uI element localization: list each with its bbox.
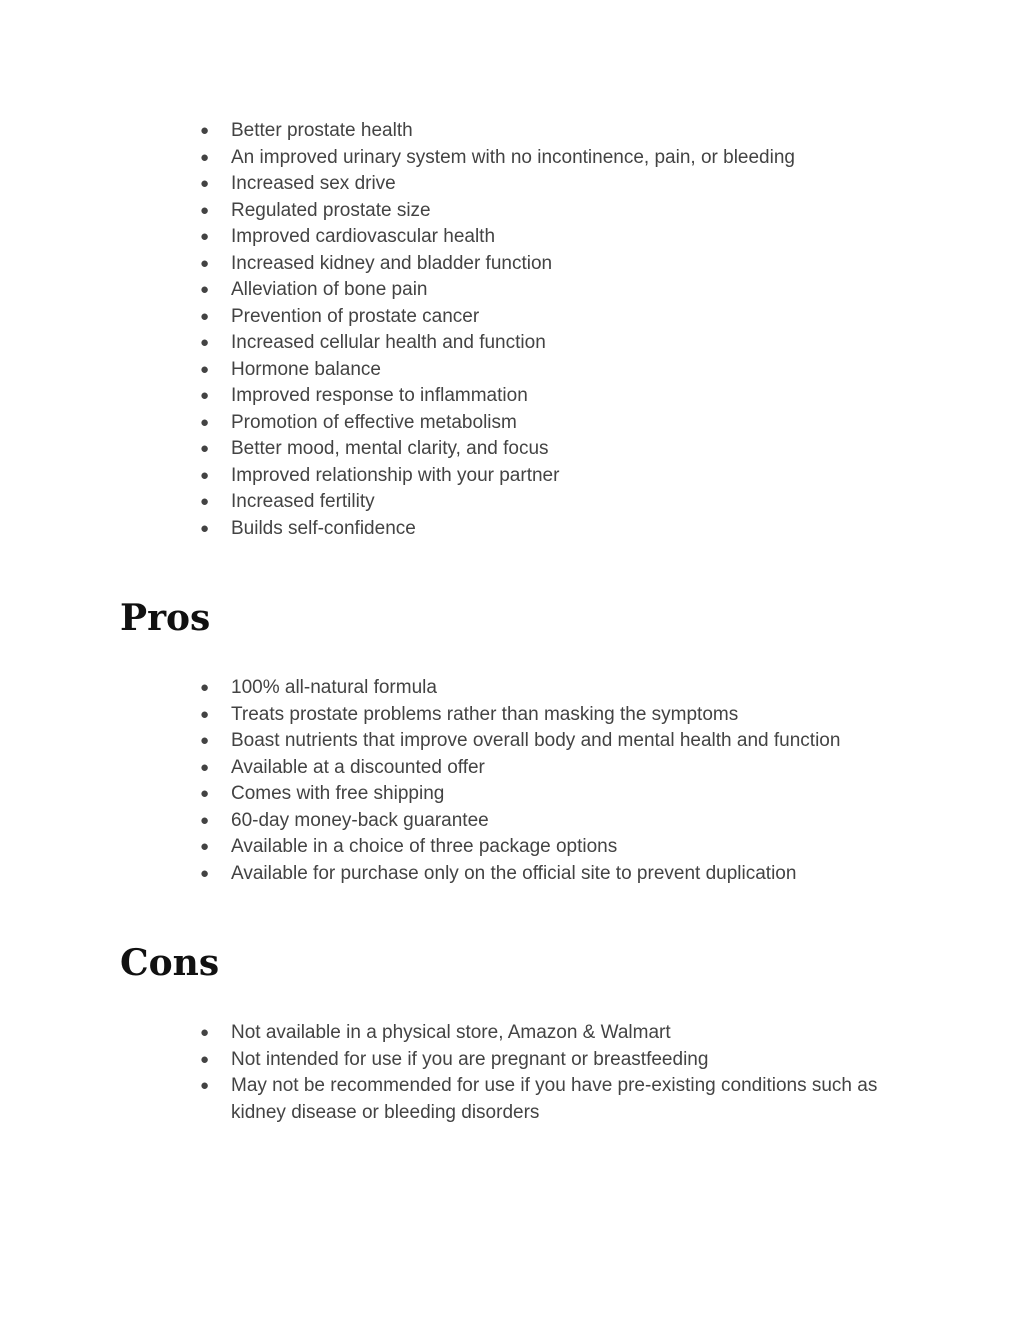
pros-list xyxy=(200,675,900,887)
list-item xyxy=(200,171,900,198)
list-item-text: Increased cellular health and function xyxy=(231,332,546,353)
list-item xyxy=(200,1047,900,1074)
list-item xyxy=(200,755,900,782)
bullet-icon: ● xyxy=(200,122,210,139)
list-item-text: Not intended for use if you are pregnant or breastfeeding xyxy=(231,1048,709,1070)
bullet-icon: ● xyxy=(200,466,210,484)
bullet-icon: ● xyxy=(200,387,210,404)
list-item-text: Increased fertility xyxy=(231,491,375,512)
bullet-icon: ● xyxy=(200,175,210,192)
bullet-icon: ● xyxy=(200,148,210,166)
list-item-text: Treats prostate problems rather than masking the symptoms xyxy=(231,703,739,725)
list-item-text: Improved response to inflammation xyxy=(231,385,528,406)
list-item xyxy=(200,383,900,410)
list-item xyxy=(200,251,900,278)
list-item-text: May not be recommended for use if you have pre-existing conditions such as kidney disease or bleeding disorders xyxy=(231,1075,878,1123)
list-item xyxy=(200,489,900,516)
bullet-icon: ● xyxy=(200,360,210,378)
list-item-text: Comes with free shipping xyxy=(231,783,445,804)
list-item xyxy=(200,145,900,172)
list-item xyxy=(200,224,900,251)
bullet-icon: ● xyxy=(200,864,210,882)
list-item-text: Regulated prostate size xyxy=(231,199,431,221)
bullet-icon: ● xyxy=(200,254,210,272)
list-item-text: Improved cardiovascular health xyxy=(231,226,496,247)
list-item-text: Boast nutrients that improve overall body and mental health and function xyxy=(231,730,841,751)
list-item-text: Better prostate health xyxy=(231,120,413,141)
list-item xyxy=(200,304,900,331)
list-item-text: Better mood, mental clarity, and focus xyxy=(231,438,549,459)
bullet-icon: ● xyxy=(200,228,210,245)
cons-heading: Cons xyxy=(120,942,220,984)
list-item-text: Increased sex drive xyxy=(231,173,396,194)
bullet-icon: ● xyxy=(200,838,210,855)
list-item xyxy=(200,118,900,145)
list-item xyxy=(200,410,900,437)
list-item-text: 100% all-natural formula xyxy=(231,677,437,698)
list-item xyxy=(200,1020,900,1047)
list-item-text: Hormone balance xyxy=(231,358,381,380)
list-item-text: Increased kidney and bladder function xyxy=(231,252,553,274)
bullet-icon: ● xyxy=(200,1024,210,1041)
list-item-text: Available for purchase only on the official site to prevent duplication xyxy=(231,862,797,884)
list-item xyxy=(200,808,900,835)
bullet-icon: ● xyxy=(200,758,210,776)
list-item-text: Improved relationship with your partner xyxy=(231,464,560,486)
list-item xyxy=(200,198,900,225)
list-item-text: Not available in a physical store, Amazon & Walmart xyxy=(231,1022,671,1043)
bullet-icon: ● xyxy=(200,705,210,723)
bullet-icon: ● xyxy=(200,493,210,510)
list-item xyxy=(200,1073,900,1126)
list-item-text: Promotion of effective metabolism xyxy=(231,411,517,433)
bullet-icon: ● xyxy=(200,334,210,351)
list-item xyxy=(200,728,900,755)
list-item xyxy=(200,357,900,384)
list-item-text: Available in a choice of three package options xyxy=(231,836,618,857)
list-item xyxy=(200,436,900,463)
bullet-icon: ● xyxy=(200,1077,210,1094)
bullet-icon: ● xyxy=(200,440,210,457)
bullet-icon: ● xyxy=(200,519,210,537)
list-item xyxy=(200,781,900,808)
benefits-list xyxy=(200,118,900,542)
bullet-icon: ● xyxy=(200,732,210,749)
list-item-text: Available at a discounted offer xyxy=(231,756,485,778)
list-item xyxy=(200,516,900,543)
bullet-icon: ● xyxy=(200,1050,210,1068)
bullet-icon: ● xyxy=(200,679,210,696)
list-item-text: 60-day money-back guarantee xyxy=(231,809,489,831)
bullet-icon: ● xyxy=(200,201,210,219)
list-item xyxy=(200,861,900,888)
bullet-icon: ● xyxy=(200,307,210,325)
list-item xyxy=(200,702,900,729)
bullet-icon: ● xyxy=(200,413,210,431)
list-item xyxy=(200,330,900,357)
bullet-icon: ● xyxy=(200,281,210,298)
list-item xyxy=(200,834,900,861)
list-item-text: Builds self-confidence xyxy=(231,517,416,539)
bullet-icon: ● xyxy=(200,811,210,829)
pros-heading: Pros xyxy=(120,597,211,639)
list-item-text: Prevention of prostate cancer xyxy=(231,305,480,327)
list-item-text: An improved urinary system with no incontinence, pain, or bleeding xyxy=(231,146,795,168)
list-item-text: Alleviation of bone pain xyxy=(231,279,428,300)
list-item xyxy=(200,675,900,702)
bullet-icon: ● xyxy=(200,785,210,802)
cons-list xyxy=(200,1020,900,1126)
list-item xyxy=(200,277,900,304)
list-item xyxy=(200,463,900,490)
